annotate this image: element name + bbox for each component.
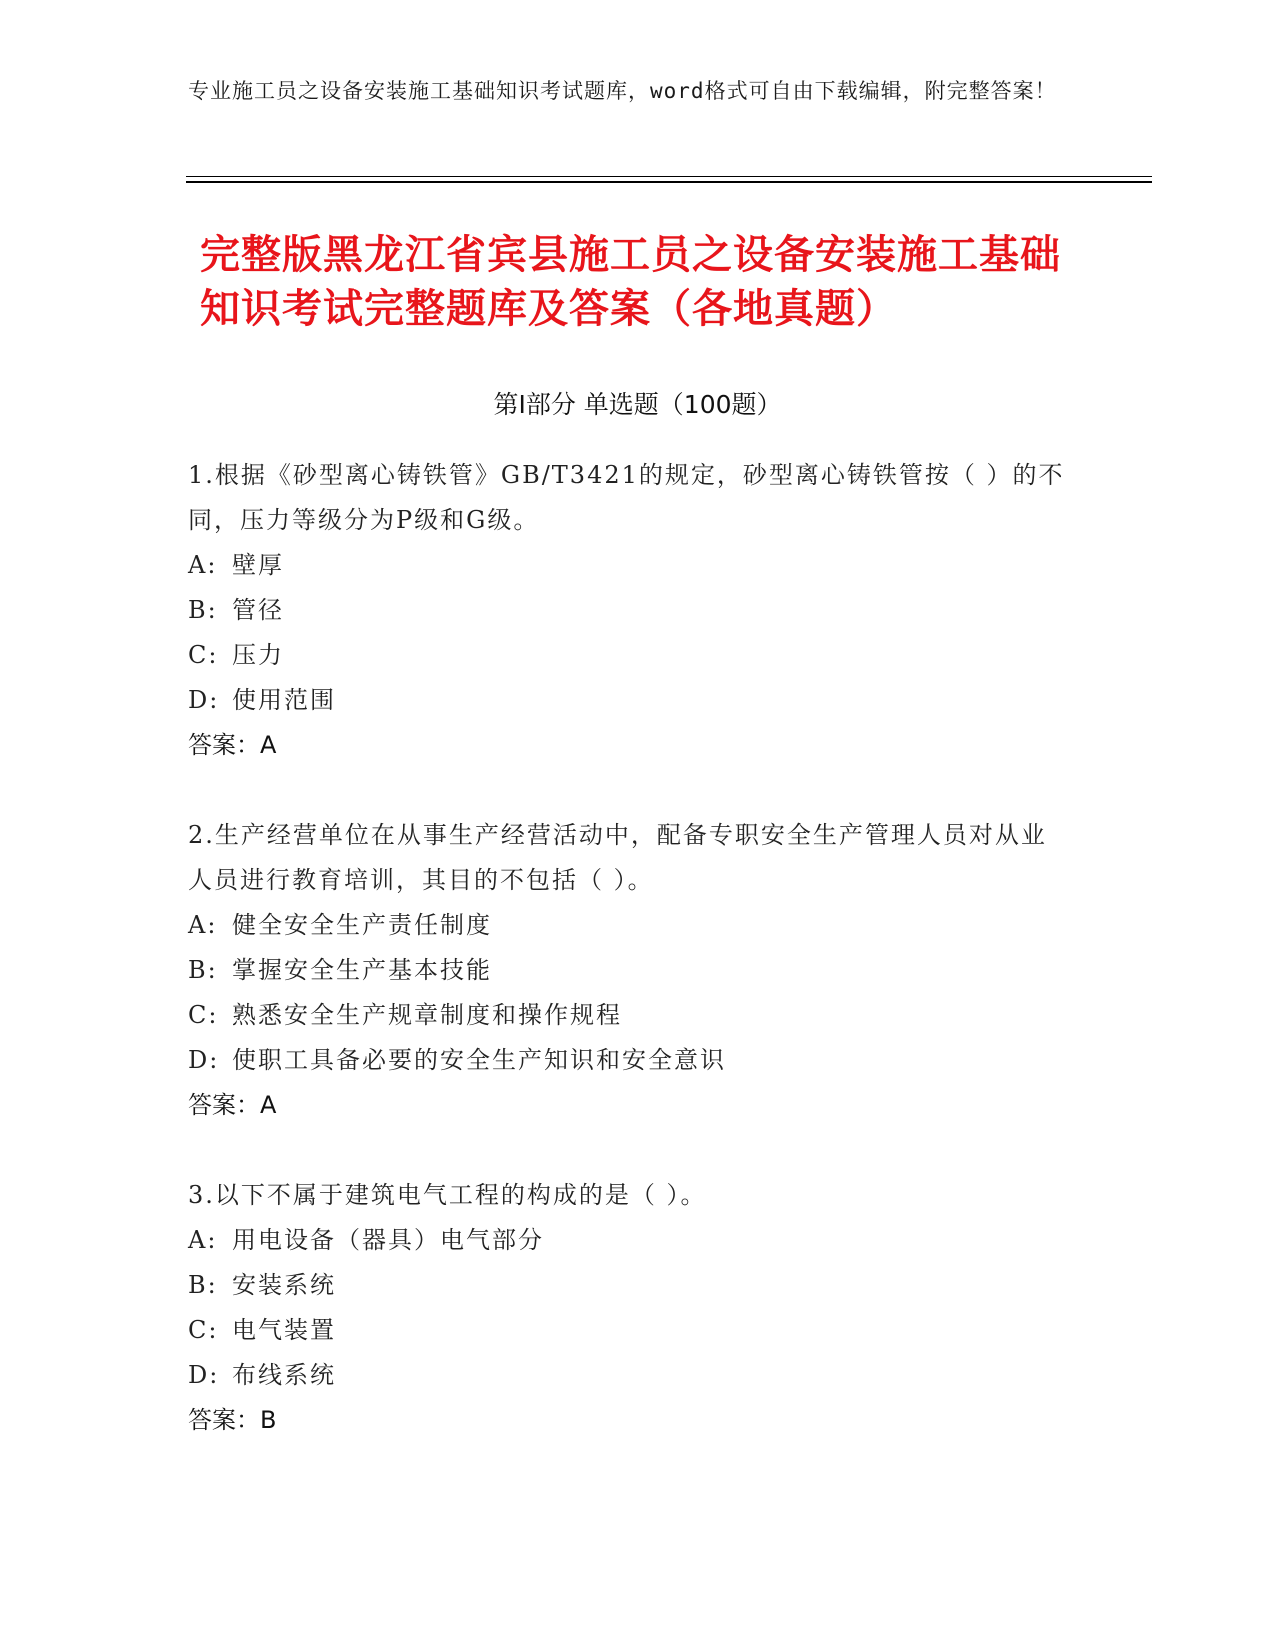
header-note: 专业施工员之设备安装施工基础知识考试题库，word格式可自由下载编辑，附完整答案！ <box>188 79 1057 103</box>
question-2 <box>188 813 1068 1128</box>
question-3 <box>188 1173 1068 1443</box>
option-key: A: <box>188 1226 218 1254</box>
option-text: 熟悉安全生产规章制度和操作规程 <box>232 1001 622 1029</box>
option-b <box>188 588 1068 633</box>
option-a <box>188 1218 1068 1263</box>
question-stem: 3.以下不属于建筑电气工程的构成的是（ ）。 <box>188 1181 707 1209</box>
question-stem: 1.根据《砂型离心铸铁管》GB/T3421的规定，砂型离心铸铁管按（ ）的不同，压力等级分为P级和G级。 <box>188 461 1065 534</box>
option-key: B: <box>188 596 218 624</box>
option-text: 电气装置 <box>232 1316 336 1344</box>
option-key: A: <box>188 551 218 579</box>
answer: 答案：A <box>188 1091 277 1119</box>
header-rule-thick <box>186 181 1152 183</box>
answer: 答案：B <box>188 1406 277 1434</box>
option-text: 掌握安全生产基本技能 <box>232 956 492 984</box>
answer: 答案：A <box>188 731 277 759</box>
option-d <box>188 1038 1068 1083</box>
option-text: 健全安全生产责任制度 <box>232 911 492 939</box>
option-a <box>188 543 1068 588</box>
option-key: A: <box>188 911 218 939</box>
option-text: 用电设备（器具）电气部分 <box>232 1226 544 1254</box>
option-text: 安装系统 <box>232 1271 336 1299</box>
option-key: C: <box>188 1316 219 1344</box>
document-title: 完整版黑龙江省宾县施工员之设备安装施工基础知识考试完整题库及答案（各地真题） <box>200 232 1061 332</box>
option-d <box>188 1353 1068 1398</box>
question-1 <box>188 453 1068 768</box>
option-c <box>188 993 1068 1038</box>
option-key: D: <box>188 1361 220 1389</box>
option-text: 使职工具备必要的安全生产知识和安全意识 <box>232 1046 726 1074</box>
option-key: B: <box>188 956 218 984</box>
option-key: B: <box>188 1271 218 1299</box>
option-a <box>188 903 1068 948</box>
option-text: 管径 <box>232 596 284 624</box>
option-key: D: <box>188 1046 220 1074</box>
question-stem: 2.生产经营单位在从事生产经营活动中，配备专职安全生产管理人员对从业人员进行教育培训，其目的不包括（ ）。 <box>188 821 1047 894</box>
option-c <box>188 633 1068 678</box>
section-title: 第Ⅰ部分 单选题（100题） <box>493 390 782 419</box>
option-text: 使用范围 <box>232 686 336 714</box>
option-text: 布线系统 <box>232 1361 336 1389</box>
option-c <box>188 1308 1068 1353</box>
option-text: 压力 <box>232 641 284 669</box>
option-key: C: <box>188 641 219 669</box>
option-b <box>188 948 1068 993</box>
header-rule-thin <box>186 176 1152 177</box>
option-b <box>188 1263 1068 1308</box>
option-key: C: <box>188 1001 219 1029</box>
option-text: 壁厚 <box>232 551 284 579</box>
option-d <box>188 678 1068 723</box>
option-key: D: <box>188 686 220 714</box>
